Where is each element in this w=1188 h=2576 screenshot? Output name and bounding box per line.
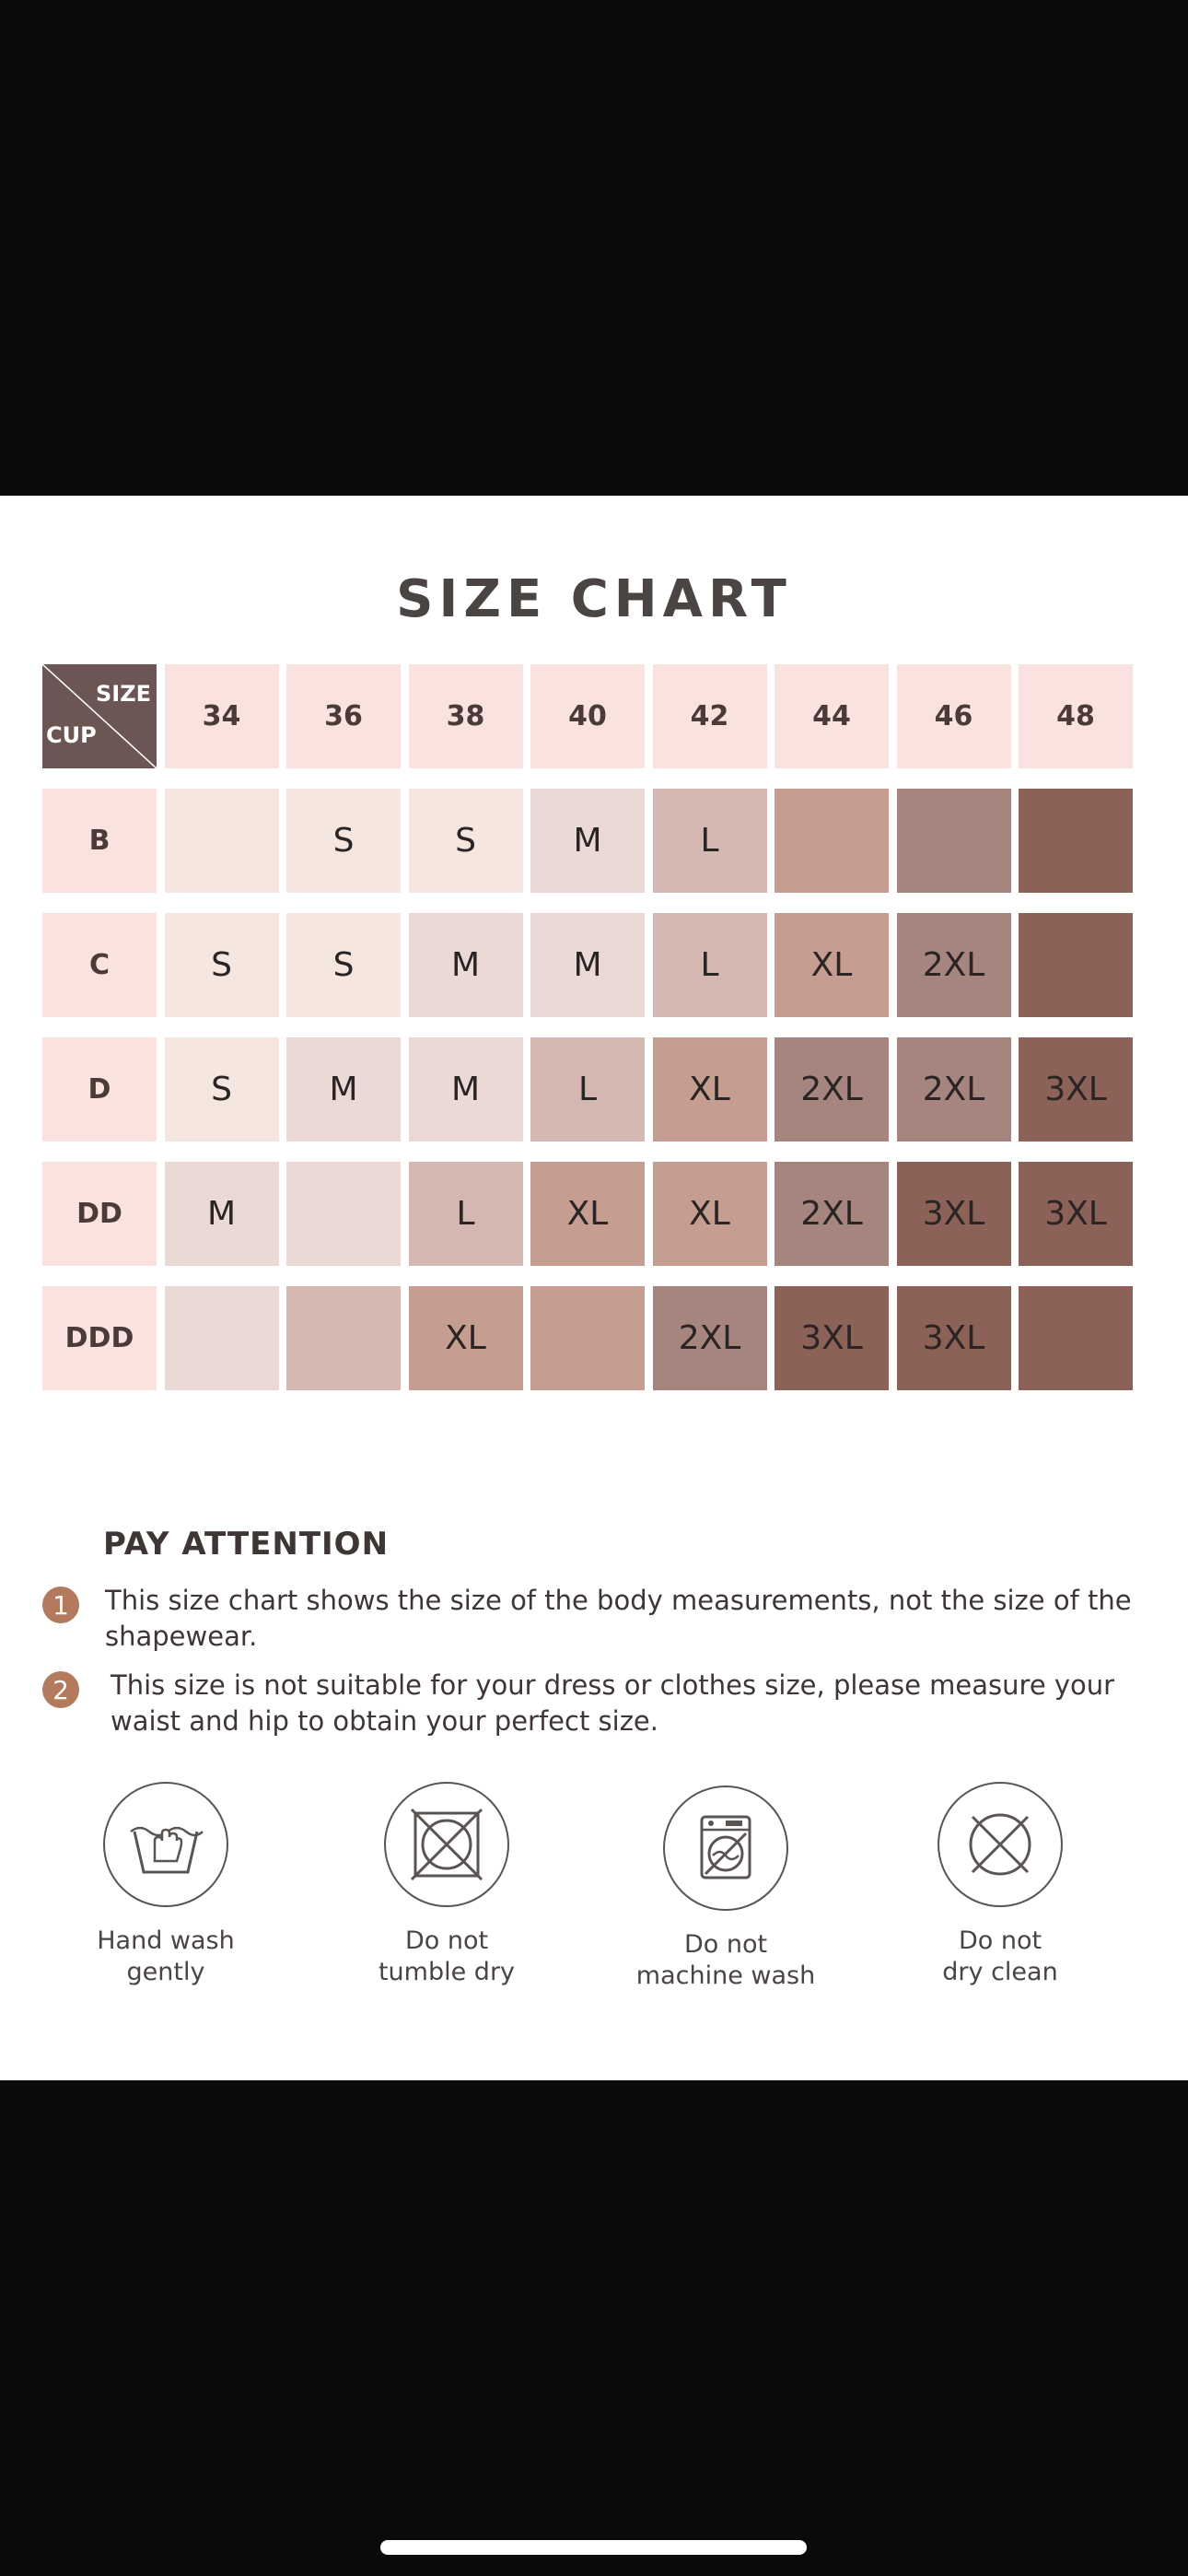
column-header: 44 bbox=[775, 664, 889, 768]
size-cell: S bbox=[165, 1037, 279, 1142]
no-dry-clean-icon bbox=[938, 1782, 1063, 1907]
hand-wash-icon bbox=[103, 1782, 228, 1907]
corner-cup-label: CUP bbox=[46, 722, 97, 748]
size-cell: S bbox=[409, 789, 523, 893]
row-header: C bbox=[42, 913, 157, 1017]
chart-title: SIZE CHART bbox=[396, 569, 792, 629]
size-cell: S bbox=[286, 913, 401, 1017]
column-header: 36 bbox=[286, 664, 401, 768]
note-number-badge: 1 bbox=[42, 1587, 79, 1623]
note-text: This size is not suitable for your dress or clothes size, please measure your waist and hip to obtain your perfect size. bbox=[111, 1669, 1115, 1737]
top-letterbox bbox=[0, 0, 1188, 496]
row-header: DDD bbox=[42, 1286, 157, 1390]
size-cell: L bbox=[653, 913, 767, 1017]
size-cell: M bbox=[286, 1037, 401, 1142]
size-cell bbox=[775, 789, 889, 893]
no-machine-wash-icon bbox=[663, 1786, 788, 1911]
size-cell: 2XL bbox=[775, 1037, 889, 1142]
size-cell bbox=[165, 1286, 279, 1390]
size-cell: M bbox=[530, 913, 645, 1017]
row-header: D bbox=[42, 1037, 157, 1142]
size-cell: 3XL bbox=[897, 1162, 1011, 1266]
size-cell bbox=[286, 1162, 401, 1266]
care-hand-wash bbox=[37, 1782, 295, 1988]
size-chart-image bbox=[0, 496, 1188, 2080]
no-tumble-dry-icon bbox=[384, 1782, 509, 1907]
bottom-letterbox bbox=[0, 2080, 1188, 2576]
care-label: Do not machine wash bbox=[635, 1930, 816, 1990]
size-cell: L bbox=[409, 1162, 523, 1266]
care-no-tumble-dry bbox=[318, 1782, 576, 1988]
size-cell: 2XL bbox=[775, 1162, 889, 1266]
home-indicator[interactable] bbox=[380, 2540, 807, 2555]
pay-attention-title: PAY ATTENTION bbox=[103, 1526, 390, 1563]
column-header: 48 bbox=[1019, 664, 1133, 768]
size-cell: XL bbox=[775, 913, 889, 1017]
care-label: Do not tumble dry bbox=[378, 1926, 516, 1986]
size-cell: 2XL bbox=[653, 1286, 767, 1390]
size-cell: 2XL bbox=[897, 913, 1011, 1017]
note-number-badge: 2 bbox=[42, 1671, 79, 1708]
care-no-dry-clean bbox=[871, 1782, 1129, 1988]
size-cell: XL bbox=[409, 1286, 523, 1390]
size-cell bbox=[165, 789, 279, 893]
size-cell bbox=[897, 789, 1011, 893]
care-label: Hand wash gently bbox=[97, 1926, 235, 1986]
size-cell: S bbox=[165, 913, 279, 1017]
size-cell bbox=[530, 1286, 645, 1390]
size-cell: S bbox=[286, 789, 401, 893]
care-no-machine-wash bbox=[597, 1782, 855, 1992]
size-cell: M bbox=[530, 789, 645, 893]
size-cell: L bbox=[653, 789, 767, 893]
corner-size-label: SIZE bbox=[95, 681, 151, 707]
row-header: B bbox=[42, 789, 157, 893]
care-label: Do not dry clean bbox=[942, 1926, 1058, 1986]
note-text: This size chart shows the size of the body measurements, not the size of the shapewear. bbox=[105, 1585, 1132, 1652]
size-cell: 2XL bbox=[897, 1037, 1011, 1142]
size-cell: M bbox=[409, 913, 523, 1017]
column-header: 42 bbox=[653, 664, 767, 768]
column-header: 34 bbox=[165, 664, 279, 768]
size-cell: XL bbox=[653, 1162, 767, 1266]
size-cell bbox=[286, 1286, 401, 1390]
column-header: 40 bbox=[530, 664, 645, 768]
table-corner bbox=[42, 664, 157, 768]
column-header: 38 bbox=[409, 664, 523, 768]
size-cell: L bbox=[530, 1037, 645, 1142]
size-cell: M bbox=[409, 1037, 523, 1142]
size-cell: M bbox=[165, 1162, 279, 1266]
column-header: 46 bbox=[897, 664, 1011, 768]
size-cell: 3XL bbox=[1019, 1037, 1133, 1142]
row-header: DD bbox=[42, 1162, 157, 1266]
size-cell: XL bbox=[530, 1162, 645, 1266]
size-cell: XL bbox=[653, 1037, 767, 1142]
size-cell: 3XL bbox=[1019, 1162, 1133, 1266]
size-cell bbox=[1019, 789, 1133, 893]
size-cell bbox=[1019, 913, 1133, 1017]
size-cell: 3XL bbox=[897, 1286, 1011, 1390]
size-cell: 3XL bbox=[775, 1286, 889, 1390]
size-cell bbox=[1019, 1286, 1133, 1390]
corner-diagonal bbox=[42, 664, 157, 768]
